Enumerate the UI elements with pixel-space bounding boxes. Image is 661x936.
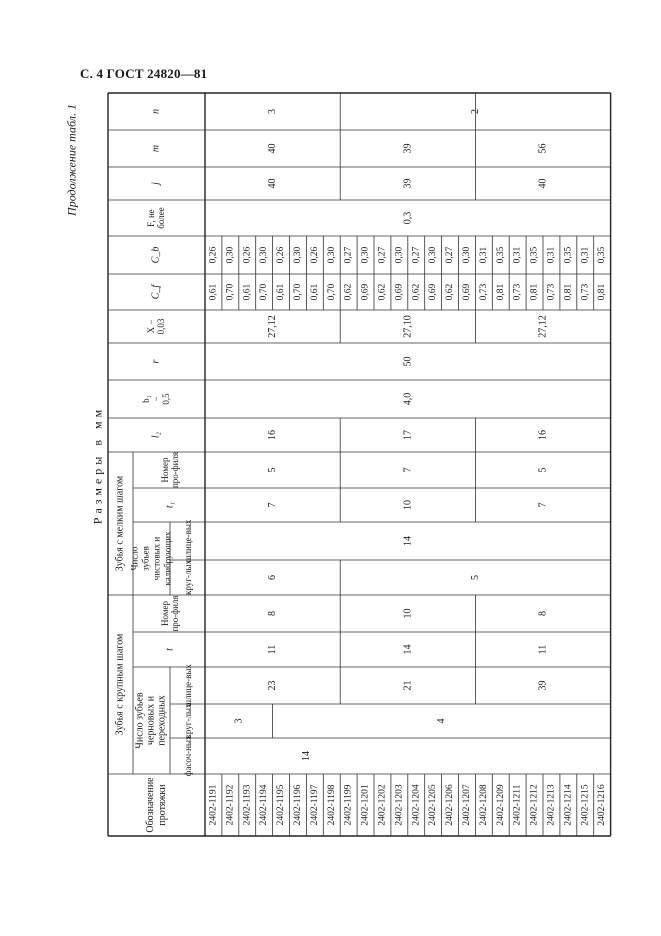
m-value: 40	[267, 143, 279, 154]
row-cf: 0,70	[225, 283, 236, 301]
row-designation: 2402-1214	[563, 784, 574, 826]
row-cf: 0,69	[428, 283, 439, 301]
svg-text:переходных: переходных	[156, 695, 168, 746]
x-value: 27,12	[267, 315, 279, 338]
coarse-shaped-value: 14	[300, 751, 312, 761]
row-cf: 0,81	[495, 283, 506, 301]
row-designation: 2402-1198	[326, 784, 337, 826]
row-cf: 0,69	[394, 283, 405, 301]
r-value: 50	[402, 356, 414, 367]
svg-text:Обозначение: Обозначение	[145, 777, 156, 833]
row-cb: 0,30	[461, 246, 472, 264]
coarse-spline-value: 39	[537, 680, 549, 691]
svg-text:Число зубьев: Число зубьев	[134, 692, 146, 749]
header-fine-profile-no	[160, 452, 180, 488]
row-cb: 0,31	[546, 246, 557, 264]
header-coarse-shaped	[183, 735, 193, 776]
svg-text:b₁: b₁	[141, 395, 151, 403]
row-cb: 0,30	[259, 246, 270, 264]
row-cf: 0,61	[276, 283, 287, 301]
row-cf: 0,62	[411, 283, 422, 301]
row-cf: 0,62	[377, 283, 388, 301]
header-j: j	[150, 182, 162, 185]
svg-text:Зубья с крупным шагом: Зубья с крупным шагом	[114, 633, 126, 736]
row-designation: 2402-1192	[225, 784, 236, 826]
row-cf: 0,70	[259, 283, 270, 301]
svg-text:шлице-вых: шлице-вых	[183, 664, 193, 707]
fine-spline-value: 14	[402, 536, 414, 546]
row-cf: 0,62	[343, 283, 354, 301]
page-header: С. 4 ГОСТ 24820—81	[80, 66, 208, 81]
row-cb: 0,31	[512, 246, 523, 264]
header-fine-t1: t₁	[164, 501, 176, 509]
coarse-t-value: 11	[537, 644, 549, 655]
svg-text:Номер: Номер	[160, 457, 170, 483]
coarse-profile-value: 8	[267, 611, 279, 616]
row-cb: 0,30	[225, 246, 236, 264]
row-cf: 0,61	[309, 283, 320, 301]
svg-text:про-филя: про-филя	[170, 451, 180, 489]
svg-text:зубьев: зубьев	[140, 546, 151, 571]
n-value: 3	[267, 109, 279, 114]
row-cb: 0,26	[242, 246, 253, 264]
row-designation: 2402-1201	[360, 784, 371, 826]
l2-value: 16	[537, 430, 549, 440]
row-cb: 0,27	[343, 246, 354, 264]
svg-text:F, не: F, не	[146, 209, 156, 227]
header-coarse-spline	[183, 664, 193, 707]
svg-text:круг-лых: круг-лых	[183, 560, 193, 595]
row-designation: 2402-1194	[259, 784, 270, 826]
row-cb: 0,30	[428, 246, 439, 264]
row-designation: 2402-1212	[529, 784, 540, 826]
row-cf: 0,81	[529, 283, 540, 301]
row-designation: 2402-1196	[292, 784, 303, 826]
row-cb: 0,26	[309, 246, 320, 264]
svg-text:протяжки: протяжки	[157, 784, 168, 826]
header-l2: l₂	[150, 431, 162, 439]
svg-text:чистовых и: чистовых и	[151, 536, 162, 581]
coarse-t-value: 14	[402, 644, 414, 655]
n-value: 2	[469, 109, 481, 114]
fine-profile-value: 5	[267, 467, 279, 473]
coarse-profile-value: 10	[402, 608, 414, 619]
row-cf: 0,69	[360, 283, 371, 301]
fine-profile-value: 7	[402, 467, 414, 473]
header-coarse-round	[183, 703, 193, 738]
row-designation: 2402-1193	[242, 784, 253, 826]
row-cb: 0,27	[377, 246, 388, 264]
row-designation: 2402-1216	[597, 784, 608, 826]
row-cb: 0,26	[208, 246, 219, 264]
fine-round-value: 6	[267, 575, 279, 580]
row-cb: 0,26	[276, 246, 287, 264]
row-cf: 0,81	[563, 283, 574, 301]
svg-text:фасоч-ных: фасоч-ных	[183, 735, 193, 777]
svg-text:круг-лых: круг-лых	[183, 703, 193, 739]
svg-text:Число: Число	[129, 546, 140, 571]
row-cb: 0,30	[292, 246, 303, 264]
row-cf: 0,81	[597, 283, 608, 301]
header-fine-pitch	[115, 475, 126, 571]
row-cf: 0,73	[478, 283, 489, 301]
header-m: m	[150, 144, 162, 153]
coarse-spline-value: 21	[402, 680, 414, 691]
svg-text:0,03: 0,03	[156, 318, 166, 335]
coarse-profile-value: 8	[537, 611, 549, 616]
row-cb: 0,31	[580, 246, 591, 264]
row-designation: 2402-1199	[343, 784, 354, 826]
m-value: 39	[402, 143, 414, 154]
header-fine-spline	[183, 519, 193, 562]
svg-text:X −: X −	[146, 319, 156, 334]
row-designation: 2402-1209	[495, 784, 506, 826]
row-designation: 2402-1208	[478, 784, 489, 826]
svg-text:Зубья с мелким шагом: Зубья с мелким шагом	[114, 475, 126, 572]
row-designation: 2402-1211	[512, 784, 523, 826]
row-cf: 0,73	[580, 283, 591, 301]
svg-text:0,5: 0,5	[161, 393, 171, 405]
row-cf: 0,73	[512, 283, 523, 301]
row-designation: 2402-1191	[208, 784, 219, 826]
fine-round-value: 5	[469, 575, 481, 580]
row-designation: 2402-1213	[546, 784, 557, 826]
header-fine-round	[183, 560, 193, 595]
header-coarse-profile-no	[160, 595, 180, 631]
row-designation: 2402-1207	[461, 784, 472, 826]
row-designation: 2402-1215	[580, 784, 591, 826]
svg-text:калибрующих: калибрующих	[162, 531, 173, 586]
row-cb: 0,35	[529, 246, 540, 264]
header-coarse-pitch	[115, 633, 126, 735]
coarse-t-value: 11	[267, 644, 279, 655]
fine-t1-value: 7	[267, 502, 279, 508]
header-designation	[145, 777, 168, 833]
fine-t1-value: 7	[537, 502, 549, 508]
row-cb: 0,35	[563, 246, 574, 264]
x-value: 27,10	[402, 315, 414, 338]
row-cb: 0,27	[445, 246, 456, 264]
header-fine-teeth-count	[130, 531, 173, 586]
row-cf: 0,73	[546, 283, 557, 301]
l2-value: 16	[267, 430, 279, 440]
svg-text:шлице-вых: шлице-вых	[183, 519, 193, 563]
fine-t1-value: 10	[402, 500, 414, 510]
header-coarse-t: t	[164, 648, 176, 651]
row-cf: 0,61	[242, 283, 253, 301]
j-value: 40	[267, 178, 279, 189]
row-designation: 2402-1205	[428, 784, 439, 826]
header-coarse-teeth-count	[135, 692, 168, 748]
row-cb: 0,31	[478, 246, 489, 264]
row-cf: 0,69	[461, 283, 472, 301]
header-cf: C_f	[150, 284, 162, 300]
m-value: 56	[537, 143, 549, 154]
row-cf: 0,61	[208, 283, 219, 301]
row-cb: 0,27	[411, 246, 422, 264]
row-cb: 0,35	[495, 246, 506, 264]
row-designation: 2402-1206	[445, 784, 456, 826]
svg-text:Номер: Номер	[160, 600, 170, 627]
svg-text:черновых и: черновых и	[145, 695, 157, 746]
fine-profile-value: 5	[537, 467, 549, 473]
svg-text:−: −	[151, 396, 161, 402]
coarse-round-value: 4	[436, 718, 448, 724]
header-f	[146, 207, 166, 228]
l2-value: 17	[402, 430, 414, 440]
svg-text:более: более	[156, 207, 166, 229]
header-b1	[141, 393, 171, 405]
row-cb: 0,30	[394, 246, 405, 264]
coarse-round-value: 3	[233, 718, 245, 724]
f-value: 0,3	[402, 211, 414, 225]
row-designation: 2402-1202	[377, 784, 388, 826]
row-cf: 0,62	[445, 283, 456, 301]
row-cf: 0,70	[326, 283, 337, 301]
b1-value: 4,0	[402, 392, 414, 406]
header-cb: C_b	[150, 246, 162, 264]
row-designation: 2402-1197	[309, 784, 320, 826]
j-value: 40	[537, 178, 549, 189]
row-cb: 0,30	[326, 246, 337, 264]
header-n: n	[150, 109, 162, 114]
row-cb: 0,35	[597, 246, 608, 264]
row-cf: 0,70	[292, 283, 303, 301]
row-designation: 2402-1204	[411, 784, 422, 826]
header-x	[146, 318, 166, 334]
row-designation: 2402-1195	[276, 784, 287, 826]
header-r: r	[150, 359, 162, 364]
svg-text:про-филя: про-филя	[170, 595, 180, 632]
row-cb: 0,30	[360, 246, 371, 264]
row-designation: 2402-1203	[394, 784, 405, 826]
x-value: 27,12	[537, 315, 549, 338]
j-value: 39	[402, 178, 414, 189]
coarse-spline-value: 23	[267, 680, 279, 691]
